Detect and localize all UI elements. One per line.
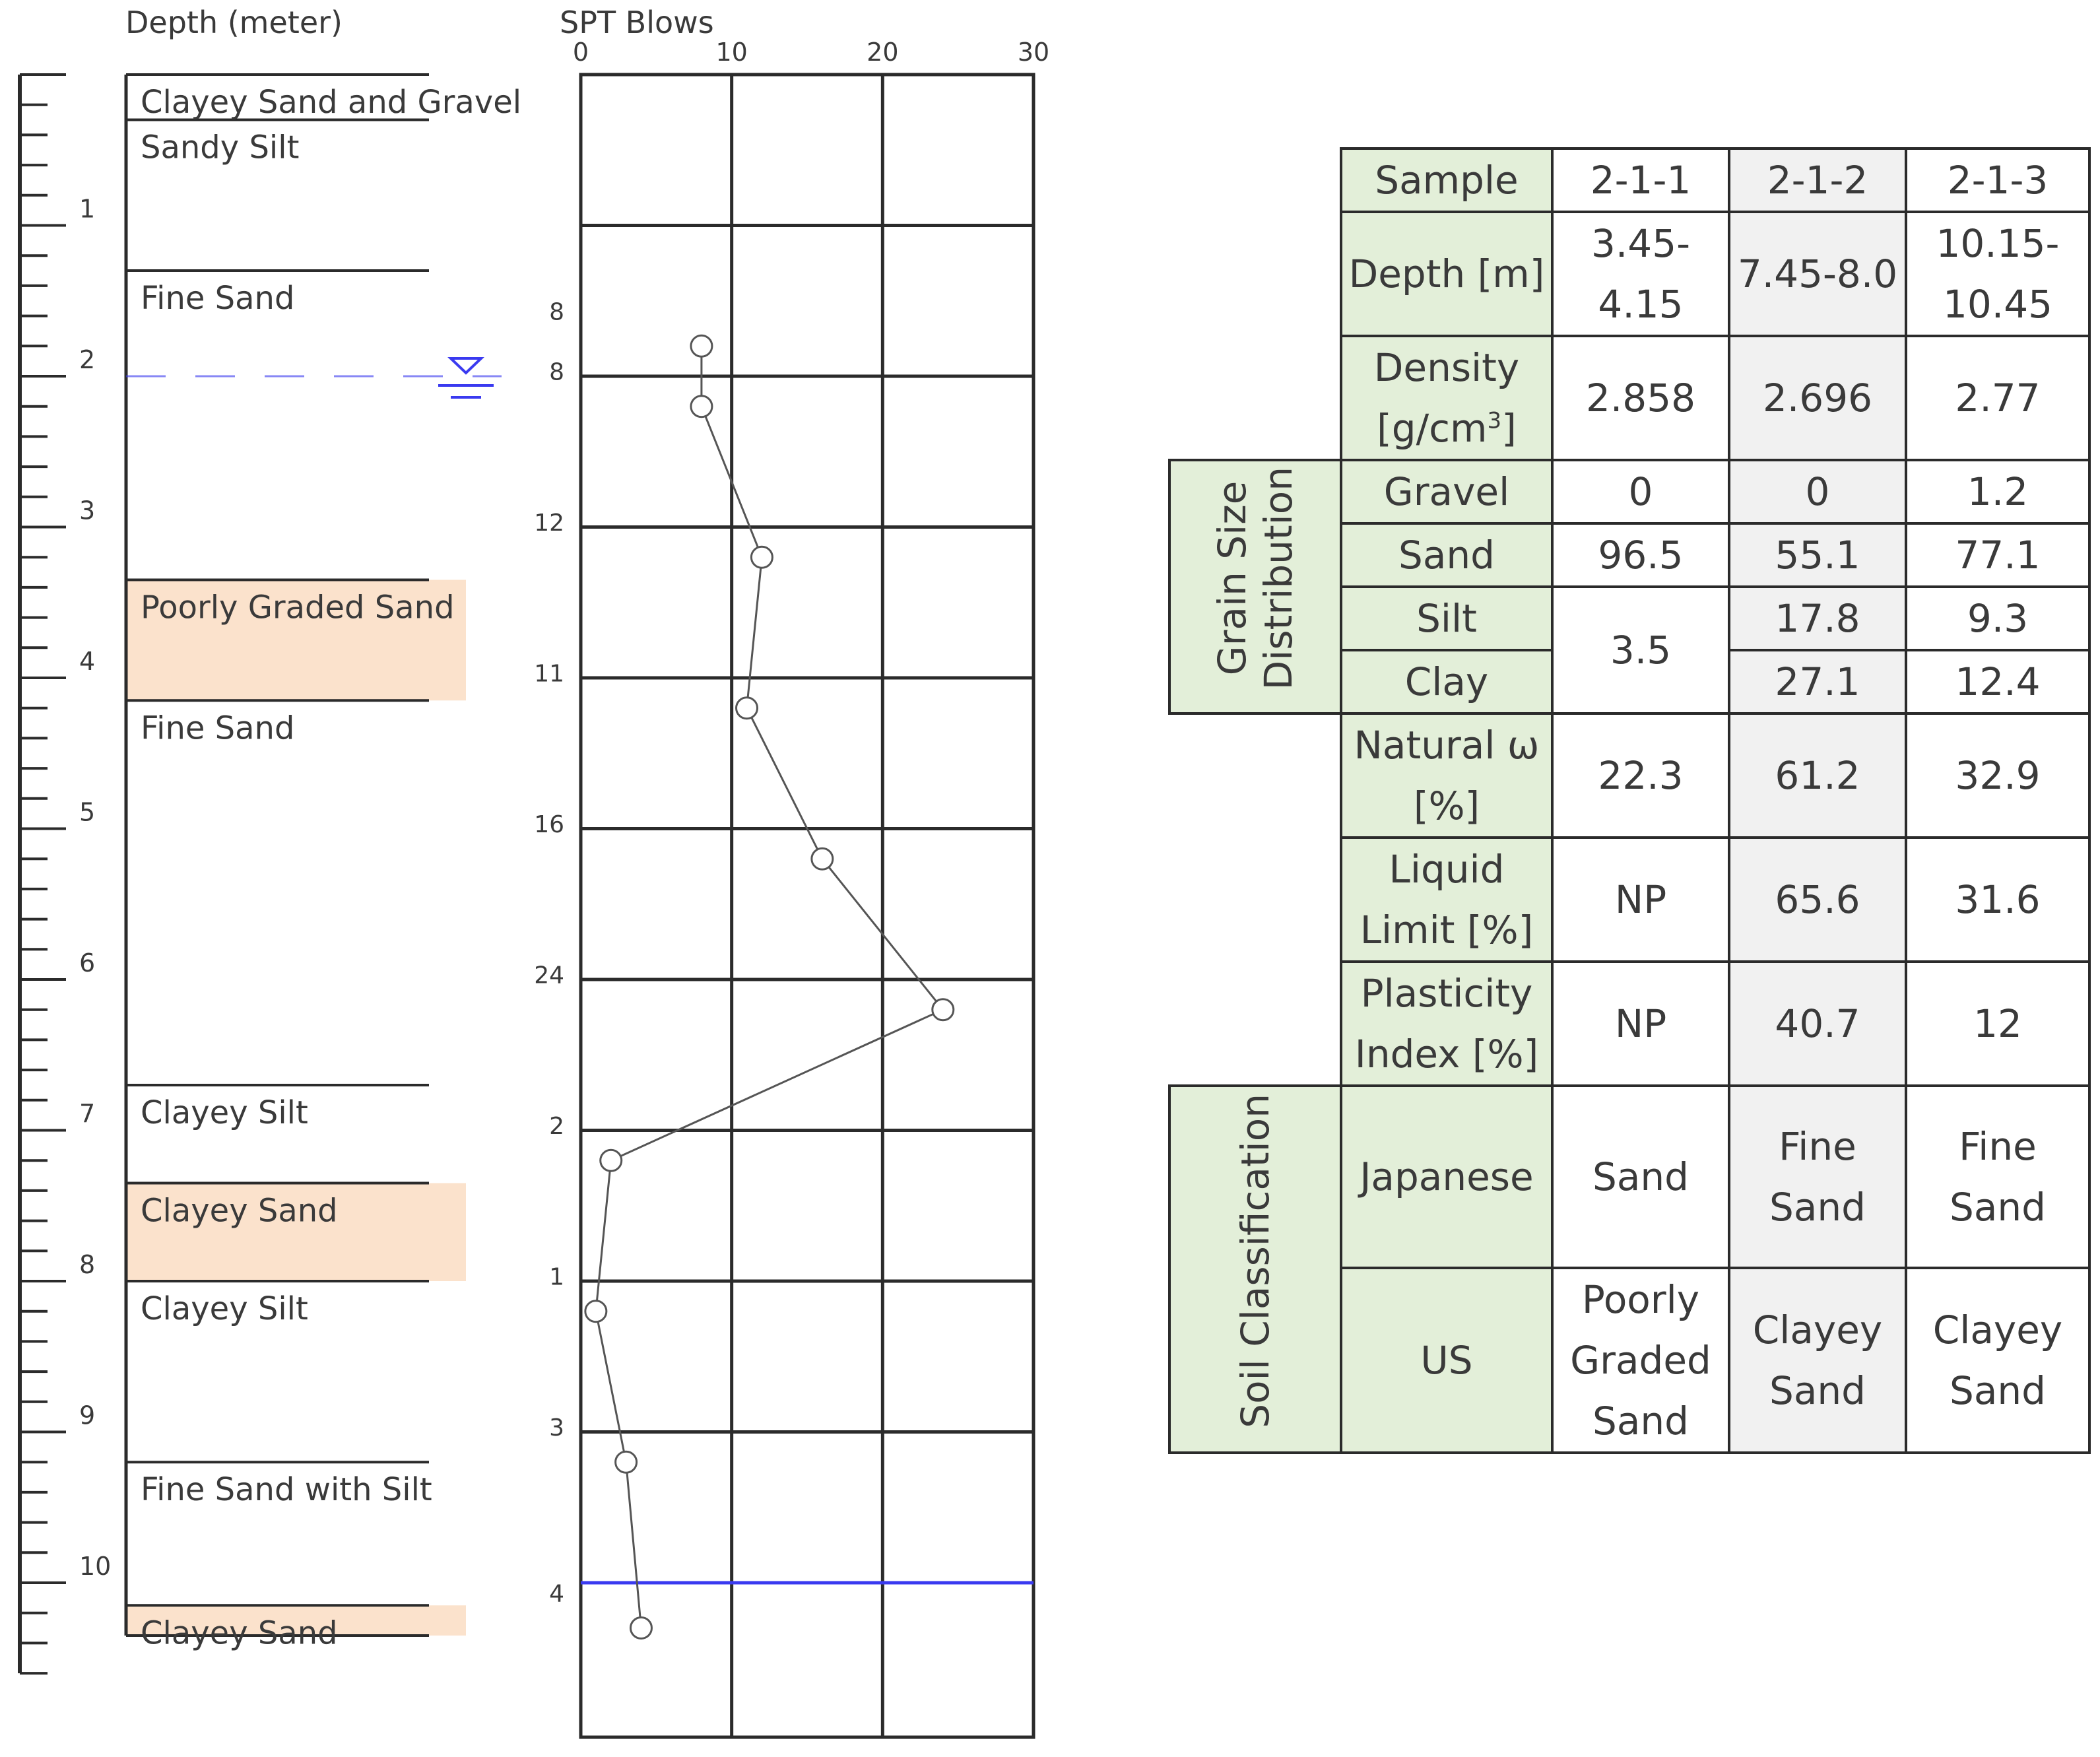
sand-value: 96.5 bbox=[1552, 523, 1729, 587]
density-value: 2.858 bbox=[1552, 336, 1729, 460]
sample-2-1-3: 2-1-3 bbox=[1906, 149, 2089, 212]
silt-clay-merged-value: 3.5 bbox=[1552, 587, 1729, 713]
soil-classification-group-label bbox=[1169, 1086, 1341, 1453]
layer-label: Fine Sand with Silt bbox=[141, 1471, 432, 1509]
density-unit: [g/cm bbox=[1377, 406, 1488, 451]
density-label-text: Density bbox=[1373, 345, 1520, 390]
depth-value: 10.15- 10.45 bbox=[1906, 212, 2089, 336]
sample-2-1-1: 2-1-1 bbox=[1552, 149, 1729, 212]
layer-label: Poorly Graded Sand bbox=[141, 589, 455, 626]
spt-value-label: 11 bbox=[534, 660, 564, 688]
plasticity-index-value: NP bbox=[1552, 962, 1729, 1086]
layer-label: Clayey Sand bbox=[141, 1614, 338, 1652]
spt-x-tick-label: 0 bbox=[572, 38, 589, 67]
clay-value: 12.4 bbox=[1906, 650, 2089, 713]
plasticity-index-label: Plasticity Index [%] bbox=[1341, 962, 1552, 1086]
japanese-value: Fine Sand bbox=[1729, 1086, 1906, 1268]
soil-properties-table bbox=[1168, 147, 2091, 1454]
clay-label: Clay bbox=[1341, 650, 1552, 713]
plasticity-index-value: 12 bbox=[1906, 962, 2089, 1086]
gravel-value: 0 bbox=[1729, 460, 1906, 523]
gravel-label: Gravel bbox=[1341, 460, 1552, 523]
spt-chart-title: SPT Blows bbox=[560, 5, 714, 40]
depth-axis-label: Depth (meter) bbox=[125, 5, 343, 40]
spt-value-label: 3 bbox=[549, 1414, 564, 1442]
us-value: Clayey Sand bbox=[1906, 1268, 2089, 1453]
table-spacer bbox=[1169, 212, 1341, 336]
density-value: 2.696 bbox=[1729, 336, 1906, 460]
depth-scale bbox=[20, 75, 111, 1673]
spt-value-label: 8 bbox=[549, 358, 564, 386]
liquid-limit-value: 65.6 bbox=[1729, 838, 1906, 962]
layer-label: Clayey Silt bbox=[141, 1290, 308, 1327]
spt-plot-frame bbox=[581, 75, 1034, 1737]
liquid-limit-label: Liquid Limit [%] bbox=[1341, 838, 1552, 962]
spt-value-label: 8 bbox=[549, 298, 564, 326]
natural-moisture-value: 22.3 bbox=[1552, 713, 1729, 838]
depth-tick-label: 4 bbox=[79, 647, 96, 676]
japanese-value: Fine Sand bbox=[1906, 1086, 2089, 1268]
silt-value: 9.3 bbox=[1906, 587, 2089, 650]
table-spacer bbox=[1169, 149, 1341, 212]
spt-point bbox=[751, 547, 772, 568]
density-unit-end: ] bbox=[1501, 406, 1517, 451]
spt-value-label: 2 bbox=[549, 1113, 564, 1141]
density-unit-exponent: 3 bbox=[1487, 407, 1502, 434]
layer-label: Fine Sand bbox=[141, 710, 295, 747]
spt-point bbox=[691, 335, 712, 356]
depth-tick-label: 7 bbox=[79, 1099, 96, 1129]
depth-tick-label: 3 bbox=[79, 496, 96, 525]
spt-point bbox=[691, 396, 712, 417]
soil-classification-group-text: Soil Classification bbox=[1233, 1093, 1278, 1428]
spt-x-ticks bbox=[573, 38, 1049, 67]
table-spacer bbox=[1169, 336, 1341, 460]
us-label: US bbox=[1341, 1268, 1552, 1453]
spt-line bbox=[596, 346, 943, 1628]
table-spacer bbox=[1169, 838, 1341, 962]
depth-value: 3.45- 4.15 bbox=[1552, 212, 1729, 336]
spt-x-tick-label: 20 bbox=[867, 38, 899, 67]
depth-tick-label: 5 bbox=[79, 797, 96, 827]
table-spacer bbox=[1169, 962, 1341, 1086]
layer-label: Fine Sand bbox=[141, 280, 295, 317]
water-table-icon bbox=[451, 358, 481, 373]
spt-point bbox=[616, 1451, 637, 1473]
spt-value-label: 16 bbox=[534, 811, 564, 839]
liquid-limit-value: 31.6 bbox=[1906, 838, 2089, 962]
us-value: Poorly Graded Sand bbox=[1552, 1268, 1729, 1453]
gravel-value: 0 bbox=[1552, 460, 1729, 523]
spt-point bbox=[933, 999, 954, 1020]
depth-tick-label: 8 bbox=[79, 1250, 96, 1279]
liquid-limit-value: NP bbox=[1552, 838, 1729, 962]
density-label bbox=[1341, 336, 1552, 460]
layer-label: Clayey Sand and Gravel bbox=[141, 84, 522, 121]
silt-label: Silt bbox=[1341, 587, 1552, 650]
depth-tick-label: 9 bbox=[79, 1401, 96, 1430]
silt-value: 17.8 bbox=[1729, 587, 1906, 650]
table-spacer bbox=[1169, 713, 1341, 838]
clay-value: 27.1 bbox=[1729, 650, 1906, 713]
spt-x-tick-label: 10 bbox=[715, 38, 748, 67]
us-value: Clayey Sand bbox=[1729, 1268, 1906, 1453]
gravel-value: 1.2 bbox=[1906, 460, 2089, 523]
sand-value: 77.1 bbox=[1906, 523, 2089, 587]
spt-grid bbox=[581, 75, 1034, 1737]
spt-point bbox=[737, 698, 758, 719]
layer-label: Clayey Sand bbox=[141, 1192, 338, 1230]
spt-value-label: 1 bbox=[549, 1263, 564, 1291]
spt-point bbox=[630, 1618, 651, 1639]
depth-tick-label: 10 bbox=[79, 1552, 112, 1581]
spt-point bbox=[585, 1301, 607, 1322]
depth-tick-label: 6 bbox=[79, 948, 96, 978]
natural-moisture-value: 61.2 bbox=[1729, 713, 1906, 838]
depth-value: 7.45-8.0 bbox=[1729, 212, 1906, 336]
spt-value-label: 24 bbox=[534, 962, 564, 989]
spt-value-label: 12 bbox=[534, 510, 564, 537]
sample-2-1-2: 2-1-2 bbox=[1729, 149, 1906, 212]
density-value: 2.77 bbox=[1906, 336, 2089, 460]
layer-label: Clayey Silt bbox=[141, 1094, 308, 1131]
spt-value-label: 4 bbox=[549, 1580, 564, 1608]
natural-moisture-value: 32.9 bbox=[1906, 713, 2089, 838]
spt-value-labels bbox=[534, 298, 564, 1607]
grain-size-group-label bbox=[1169, 460, 1341, 713]
natural-moisture-label: Natural ω [%] bbox=[1341, 713, 1552, 838]
depth-tick-label: 1 bbox=[79, 194, 96, 224]
spt-point bbox=[812, 848, 833, 869]
japanese-label: Japanese bbox=[1341, 1086, 1552, 1268]
depth-label: Depth [m] bbox=[1341, 212, 1552, 336]
spt-x-tick-label: 30 bbox=[1017, 38, 1050, 67]
spt-series bbox=[585, 335, 954, 1638]
water-table-marker bbox=[126, 358, 502, 397]
layer-label: Sandy Silt bbox=[141, 129, 300, 166]
grain-size-group-text: Grain Size Distribution bbox=[1210, 466, 1301, 690]
spt-point bbox=[601, 1150, 622, 1171]
depth-tick-label: 2 bbox=[79, 345, 96, 374]
sand-label: Sand bbox=[1341, 523, 1552, 587]
sample-header: Sample bbox=[1341, 149, 1552, 212]
layer-labels bbox=[141, 84, 521, 1651]
sand-value: 55.1 bbox=[1729, 523, 1906, 587]
plasticity-index-value: 40.7 bbox=[1729, 962, 1906, 1086]
japanese-value: Sand bbox=[1552, 1086, 1729, 1268]
